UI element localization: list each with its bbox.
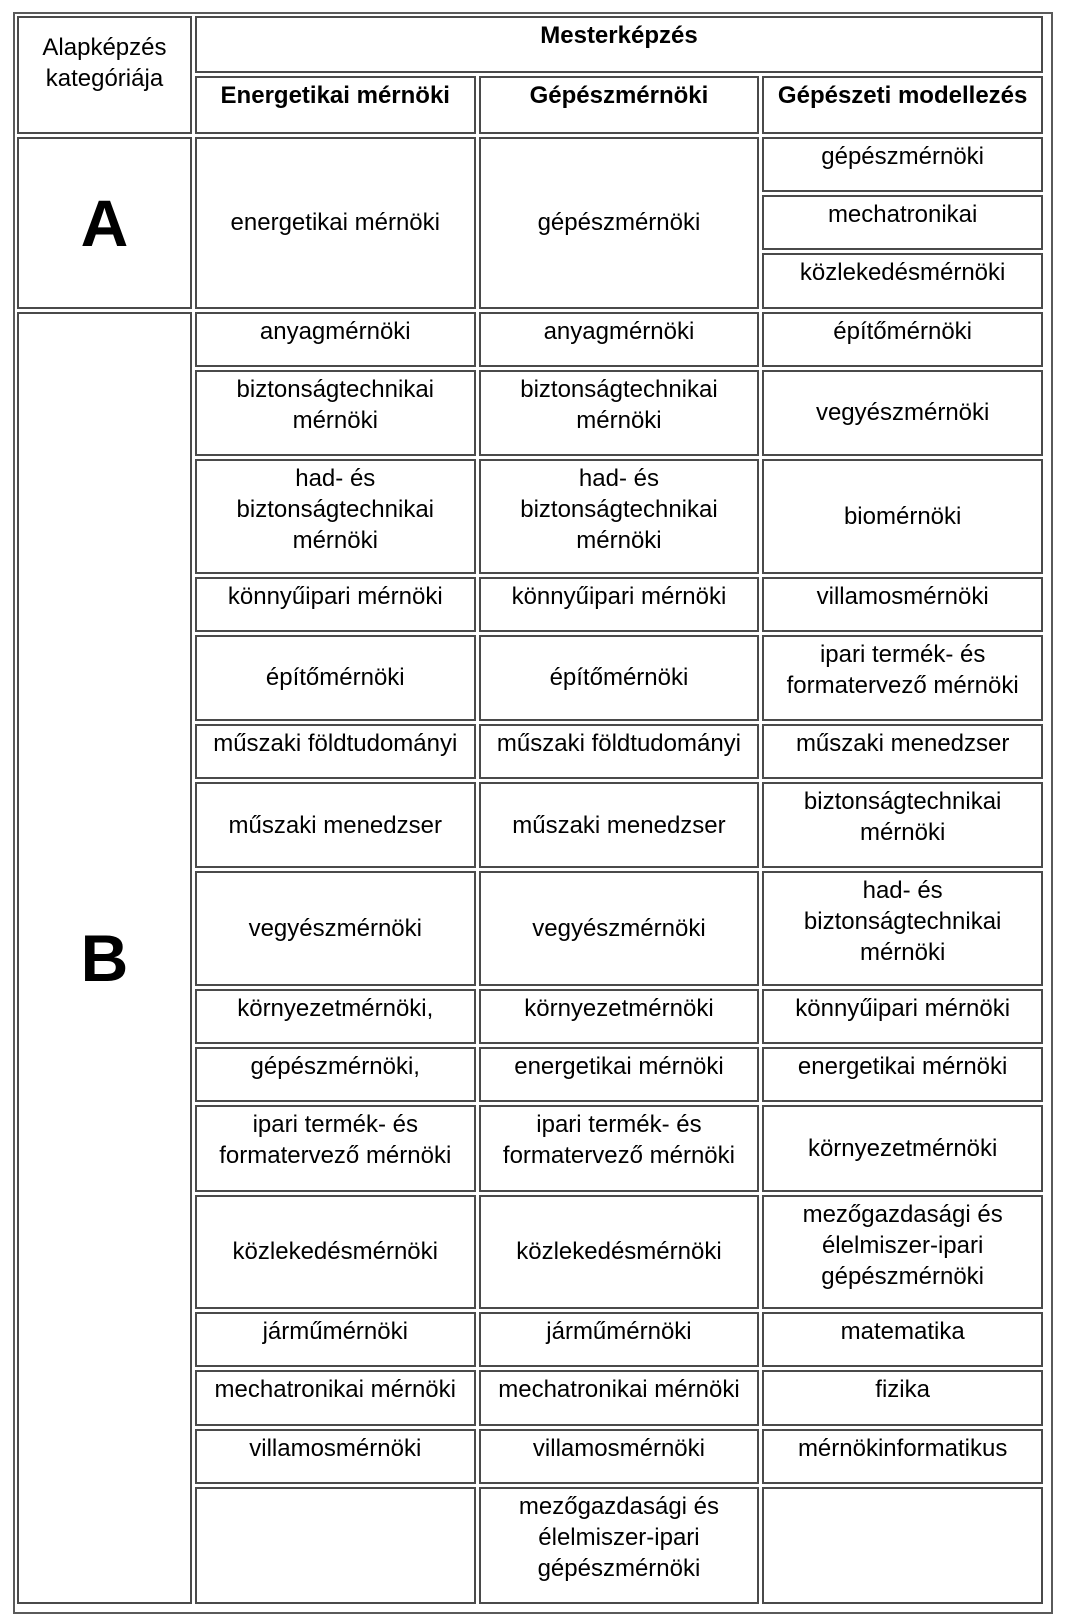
table-cell: járműmérnöki: [195, 1312, 476, 1367]
table-cell: mezőgazdasági és élelmiszer-ipari gépészmérnöki: [762, 1195, 1043, 1310]
table-cell: had- és biztonságtechnikai mérnöki: [479, 459, 760, 574]
table-cell: közlekedésmérnöki: [479, 1195, 760, 1310]
table-cell: biomérnöki: [762, 459, 1043, 574]
category-a-letter: A: [17, 137, 192, 309]
table-row: [17, 312, 1043, 367]
category-b-letter: B: [17, 312, 192, 1604]
table-cell: had- és biztonságtechnikai mérnöki: [195, 459, 476, 574]
table-cell: műszaki menedzser: [762, 724, 1043, 779]
programs-table-frame: [13, 12, 1053, 1614]
table-cell: fizika: [762, 1370, 1043, 1425]
table-cell: villamosmérnöki: [762, 577, 1043, 632]
table-cell: könnyűipari mérnöki: [195, 577, 476, 632]
table-cell: könnyűipari mérnöki: [762, 989, 1043, 1044]
table-cell: mezőgazdasági és élelmiszer-ipari gépészmérnöki: [479, 1487, 760, 1604]
table-cell: energetikai mérnöki: [762, 1047, 1043, 1102]
column-header-energetikai: Energetikai mérnöki: [195, 76, 476, 133]
table-cell: ipari termék- és formatervező mérnöki: [479, 1105, 760, 1191]
table-cell: ipari termék- és formatervező mérnöki: [195, 1105, 476, 1191]
category-a-modellezes-cell: mechatronikai: [762, 195, 1043, 250]
table-cell: biztonságtechnikai mérnöki: [479, 370, 760, 456]
table-cell: műszaki menedzser: [479, 782, 760, 868]
table-cell: környezetmérnöki,: [195, 989, 476, 1044]
table-cell: környezetmérnöki: [479, 989, 760, 1044]
category-a-modellezes-cell: közlekedésmérnöki: [762, 253, 1043, 308]
table-cell: építőmérnöki: [479, 635, 760, 721]
column-header-gepesz: Gépészmérnöki: [479, 76, 760, 133]
table-cell: villamosmérnöki: [479, 1429, 760, 1484]
category-header: Alapképzés kategóriája: [17, 16, 192, 134]
table-cell: biztonságtechnikai mérnöki: [762, 782, 1043, 868]
column-header-modellezes: Gépészeti modellezés: [762, 76, 1043, 133]
table-cell: energetikai mérnöki: [479, 1047, 760, 1102]
table-cell: mechatronikai mérnöki: [479, 1370, 760, 1425]
table-cell: műszaki földtudományi: [479, 724, 760, 779]
table-cell: mechatronikai mérnöki: [195, 1370, 476, 1425]
master-header: Mesterképzés: [195, 16, 1043, 73]
table-cell: vegyészmérnöki: [762, 370, 1043, 456]
table-cell: biztonságtechnikai mérnöki: [195, 370, 476, 456]
category-a-modellezes-cell: gépészmérnöki: [762, 137, 1043, 192]
table-cell: villamosmérnöki: [195, 1429, 476, 1484]
table-cell: [762, 1487, 1043, 1604]
table-cell: járműmérnöki: [479, 1312, 760, 1367]
table-cell: építőmérnöki: [195, 635, 476, 721]
category-a-gepesz-cell: gépészmérnöki: [479, 137, 760, 309]
category-a-energetikai-cell: energetikai mérnöki: [195, 137, 476, 309]
table-cell: anyagmérnöki: [195, 312, 476, 367]
table-cell: műszaki földtudományi: [195, 724, 476, 779]
table-cell: mérnökinformatikus: [762, 1429, 1043, 1484]
table-cell: vegyészmérnöki: [479, 871, 760, 986]
programs-table: [14, 13, 1046, 1607]
table-cell: [195, 1487, 476, 1604]
table-cell: had- és biztonságtechnikai mérnöki: [762, 871, 1043, 986]
table-cell: közlekedésmérnöki: [195, 1195, 476, 1310]
table-cell: könnyűipari mérnöki: [479, 577, 760, 632]
table-cell: építőmérnöki: [762, 312, 1043, 367]
table-cell: anyagmérnöki: [479, 312, 760, 367]
table-cell: műszaki menedzser: [195, 782, 476, 868]
table-cell: vegyészmérnöki: [195, 871, 476, 986]
table-cell: ipari termék- és formatervező mérnöki: [762, 635, 1043, 721]
table-cell: gépészmérnöki,: [195, 1047, 476, 1102]
table-cell: matematika: [762, 1312, 1043, 1367]
table-cell: környezetmérnöki: [762, 1105, 1043, 1191]
